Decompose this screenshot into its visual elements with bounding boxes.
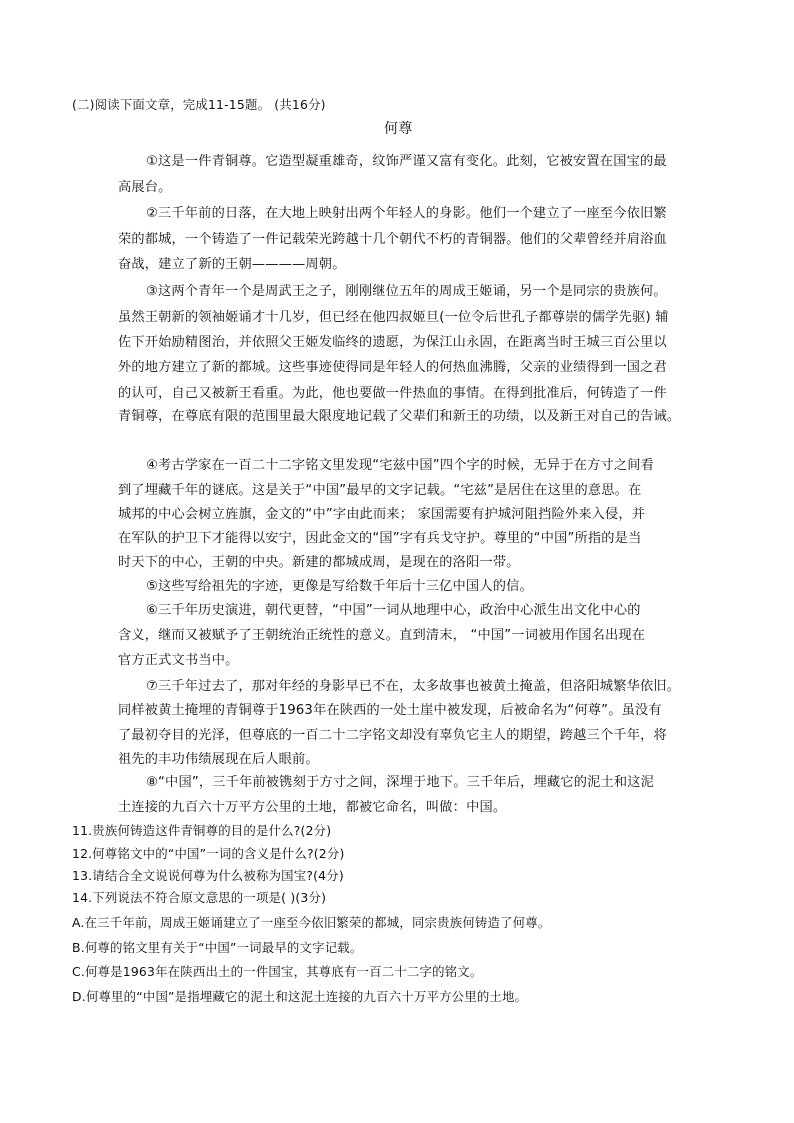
text-line: ①这是一件青铜尊。它造型凝重雄奇，纹饰严谨又富有变化。此刻，它被安置在国宝的最 [146,154,667,169]
text-line: 时天下的中心，王朝的中央。新建的都城成周，是现在的洛阳一带。 [118,555,520,570]
text-line: 到了埋藏千年的谜底。这是关于“中国”最早的文字记载。“宅兹”是居住在这里的意思。在 [118,483,642,498]
option-d: D.何尊里的“中国”是指埋藏它的泥土和这泥土连接的九百六十万平方公里的土地。 [72,989,528,1004]
question-13: 13.请结合全文说说何尊为什么被称为国宝?(4分) [72,868,344,883]
text-line: ②三千年前的日落，在大地上映射出两个年轻人的身影。他们一个建立了一座至今依旧繁 [146,206,667,221]
option-c: C.何尊是1963年在陕西出土的一件国宝，其尊底有一百二十二字的铭文。 [72,964,483,979]
text-line: 的认可，自己又被新王看重。为此，他也要做一件热血的事情。在得到批准后，何铸造了一件 [118,386,667,401]
text-line: ③这两个青年一个是周武王之子，刚刚继位五年的周成王姬诵，另一个是同宗的贵族何。 [146,284,667,299]
text-line: ⑦三千年过去了，那对年经的身影早已不在，太多故事也被黄土掩盖，但洛阳城繁华依旧。 [146,679,681,694]
text-line: 高展台。 [118,180,172,195]
text-line: 祖先的丰功伟绩展现在后人眼前。 [118,752,319,767]
text-line: 含义，继而又被赋予了王朝统治正统性的意义。直到清末， “中国”一词被用作国名出现在 [118,628,646,643]
text-line: ④考古学家在一百二十二字铭文里发现“宅兹中国”四个字的时候，无异于在方寸之间看 [146,458,655,473]
text-line: 虽然王朝新的领袖姬诵才十几岁，但已经在他四叔姬旦(一位令后世孔子都尊崇的儒学先驱) 辅 [118,310,669,325]
option-b: B.何尊的铭文里有关于“中国”一词最早的文字记载。 [72,940,363,955]
option-a: A.在三千年前，周成王姬诵建立了一座至今依旧繁荣的都城，同宗贵族何铸造了何尊。 [72,915,551,930]
text-line: 官方正式文书当中。 [118,653,239,668]
text-line: 土连接的九百六十万平方公里的土地，都被它命名，叫做：中国。 [118,800,507,815]
text-line: 城邦的中心会树立旌旗，金文的“中”字由此而来； 家国需要有护城河阻挡险外来入侵，并 [118,507,646,522]
question-14: 14.下列说法不符合原文意思的一项是( )(3分) [72,890,327,905]
text-line: 奋战，建立了新的王朝————周朝。 [118,257,346,272]
text-line: 在军队的护卫下才能得以安宁，因此金文的“国”字有兵戈守护。尊里的“中国”所指的是当 [118,531,642,546]
text-line: 同样被黄土掩埋的青铜尊于1963年在陕西的一处土崖中被发现，后被命名为“何尊”。虽没有 [118,703,662,718]
text-line: 外的地方建立了新的都城。这些事迹使得同是年轻人的何热血沸腾，父亲的业绩得到一国之君 [118,360,667,375]
question-11: 11.贵族何铸造这件青铜尊的目的是什么?(2分) [72,823,332,838]
text-line: 青铜尊，在尊底有限的范围里最大限度地记载了父辈们和新王的功绩，以及新王对自己的告诫。 [118,409,681,424]
question-12: 12.何尊铭文中的“中国”一词的含义是什么?(2分) [72,846,345,861]
text-line: 荣的都城，一个铸造了一件记载荣光跨越十几个朝代不朽的青铜器。他们的父辈曾经并肩浴血 [118,232,667,247]
text-line: 了最初夺目的光泽，但尊底的一百二十二字铭文却没有辜负它主人的期望，跨越三个千年，将 [118,728,667,743]
text-line: ⑧“中国”，三千年前被镌刻于方寸之间，深埋于地下。三千年后，埋藏它的泥土和这泥 [146,775,655,790]
section-header: (二)阅读下面文章，完成11-15题。 (共16分) [72,97,326,112]
text-line: ⑥三千年历史演进，朝代更替，“中国”一词从地理中心，政治中心派生出文化中心的 [146,603,641,618]
text-line: ⑤这些写给祖先的字迹，更像是写给数千年后十三亿中国人的信。 [146,579,533,594]
text-line: 佐下开始励精图治，并依照父王姬发临终的遗愿，为保江山永固，在距离当时王城三百公里以 [118,335,667,350]
article-title: 何尊 [384,121,413,137]
